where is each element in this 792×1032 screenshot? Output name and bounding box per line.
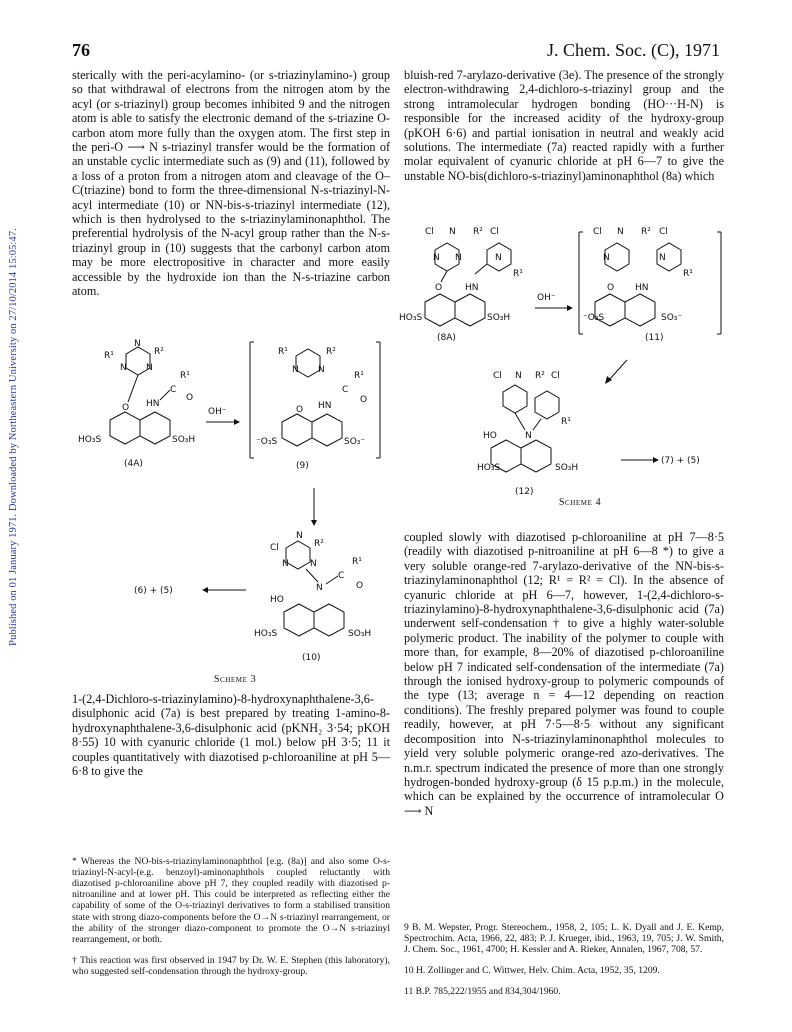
svg-text:⁻O₃S: ⁻O₃S xyxy=(583,313,605,323)
svg-text:O: O xyxy=(360,395,368,405)
svg-text:R²: R² xyxy=(326,347,336,357)
svg-text:SO₃⁻: SO₃⁻ xyxy=(661,313,683,323)
arrow-12-to-products xyxy=(621,456,700,466)
svg-text:N: N xyxy=(455,253,462,263)
scheme-3-drawing xyxy=(74,340,394,670)
page-number: 76 xyxy=(72,40,90,60)
footnotes-left xyxy=(72,846,390,987)
svg-text:HN: HN xyxy=(635,283,649,293)
structure-4a xyxy=(78,339,195,469)
svg-text:HO₃S: HO₃S xyxy=(254,629,278,639)
svg-text:N: N xyxy=(310,559,317,569)
svg-text:C: C xyxy=(338,571,345,581)
arrow-8a-to-11 xyxy=(535,293,573,311)
paragraph: bluish-red 7-arylazo-derivative (3e). The presence of the strongly electron-withdrawing 2,4-dichloro-s-triazinyl group and the strong intramolecular hydrogen bonding (HO···H-N) is responsible for the increased acidity of the hydroxy-group (pKOH 6·6) and partial ionisation in neutral and weakly acid solutions. The intermediate (7a) reacted rapidly with a further molar equivalent of cyanuric chloride at pH 6—7 to give the unstable NO-bis(dichloro-s-triazinyl)aminonaphthol (8a) which xyxy=(404,68,724,183)
svg-text:N: N xyxy=(134,339,141,349)
svg-text:R¹: R¹ xyxy=(352,557,362,567)
svg-text:HO₃S: HO₃S xyxy=(477,463,501,473)
svg-text:C: C xyxy=(170,385,177,395)
svg-text:SO₃H: SO₃H xyxy=(172,435,196,445)
structure-8a xyxy=(399,227,523,343)
svg-text:N: N xyxy=(282,559,289,569)
svg-text:SO₃⁻: SO₃⁻ xyxy=(344,437,366,447)
svg-text:(10): (10) xyxy=(302,653,321,663)
svg-text:O: O xyxy=(356,581,364,591)
svg-text:N: N xyxy=(146,363,153,373)
svg-text:(6) + (5): (6) + (5) xyxy=(134,586,173,596)
svg-text:Cl: Cl xyxy=(490,227,499,237)
paragraph: sterically with the peri-acylamino- (or s-triazinylamino-) group so that withdrawal of electrons from the nitrogen atom by the acyl (or s-triazinyl) group becomes inhibited 9 and the nitrogen atom is able to satisfy the electronic demand of the s-triazine O-carbon atom more fully than the oxygen atom. The first step in the peri-O ⟶ N s-triazinyl transfer would be the formation of an unstable cyclic intermediate such as (9) and (11), followed by a loss of a proton from a nitrogen atom and cleavage of the O–C(triazine) bond to form the three-dimensional N-s-triazinyl-N-acyl intermediate (10) or NN-bis-s-triazinyl intermediate (12), which is then hydrolysed to the s-triazinylaminonaphthol. The preferential hydrolysis of the N-acyl group rather than the N-s-triazinyl group in (10) suggests that the carbonyl carbon atom may be more electropositive in character and more easily accessible by the hydroxide ion than the N-s-triazine carbon atom. xyxy=(72,68,390,299)
svg-text:O: O xyxy=(296,405,304,415)
svg-text:N: N xyxy=(433,253,440,263)
svg-text:HO: HO xyxy=(483,431,497,441)
svg-text:N: N xyxy=(449,227,456,237)
structure-11 xyxy=(579,227,721,343)
svg-text:SO₃H: SO₃H xyxy=(555,463,579,473)
scheme-3-caption: Scheme 3 xyxy=(213,674,257,685)
svg-text:R²: R² xyxy=(535,371,545,381)
svg-text:OH⁻: OH⁻ xyxy=(208,407,227,417)
svg-text:OH⁻: OH⁻ xyxy=(537,293,556,303)
svg-text:O: O xyxy=(122,403,130,413)
svg-text:R²: R² xyxy=(473,227,483,237)
svg-text:(11): (11) xyxy=(645,333,664,343)
left-column-top xyxy=(72,68,390,299)
svg-text:HN: HN xyxy=(465,283,479,293)
right-column-bottom xyxy=(404,530,724,818)
svg-text:HN: HN xyxy=(318,401,332,411)
svg-text:HN: HN xyxy=(146,399,160,409)
svg-text:HO₃S: HO₃S xyxy=(78,435,102,445)
scheme-4-caption: Scheme 4 xyxy=(558,497,602,508)
svg-text:N: N xyxy=(318,365,325,375)
svg-text:N: N xyxy=(603,253,610,263)
structure-12 xyxy=(477,371,578,497)
footnote: * Whereas the NO-bis-s-triazinylaminonaphthol [e.g. (8a)] and also some O-s-triazinyl-N-acyl-(e.g. benzoyl)-aminonaphthols coupled reluctantly with diazotised p-chloroaniline above pH 7, they coupled readily with diazotised p-nitroaniline and at lower pH. This could be interpreted as reflecting either the capability of some of the O-s-triazinyl derivatives to form a stabilised transition state with strong diazo-components before the O→N s-triazinyl rearrangement, or the ability of the stronger diazo-component to promote the O→N s-triazinyl rearrangement, or both. xyxy=(72,855,390,946)
arrow-11-to-12 xyxy=(605,360,627,384)
svg-text:HO₃S: HO₃S xyxy=(399,313,423,323)
footnote: 11 B.P. 785,222/1955 and 834,304/1960. xyxy=(404,985,561,997)
svg-text:Cl: Cl xyxy=(425,227,434,237)
svg-text:N: N xyxy=(617,227,624,237)
svg-text:HO: HO xyxy=(270,595,284,605)
svg-text:R¹: R¹ xyxy=(180,371,190,381)
svg-text:SO₃H: SO₃H xyxy=(348,629,372,639)
svg-text:N: N xyxy=(659,253,666,263)
svg-text:Cl: Cl xyxy=(659,227,668,237)
svg-text:R²: R² xyxy=(314,539,324,549)
svg-text:(8A): (8A) xyxy=(437,333,456,343)
svg-text:R¹: R¹ xyxy=(354,371,364,381)
svg-text:N: N xyxy=(525,431,532,441)
svg-text:R¹: R¹ xyxy=(513,269,523,279)
svg-text:(12): (12) xyxy=(515,487,534,497)
svg-text:O: O xyxy=(186,393,194,403)
structure-10 xyxy=(254,531,371,663)
structure-9 xyxy=(250,342,380,471)
svg-text:R¹: R¹ xyxy=(683,269,693,279)
scheme-4-drawing xyxy=(395,212,735,512)
svg-text:N: N xyxy=(316,583,323,593)
svg-text:N: N xyxy=(292,365,299,375)
arrow-9-to-10 xyxy=(311,488,317,526)
download-watermark: Published on 01 January 1971. Downloaded by Northeastern University on 27/10/2014 15:05:47. xyxy=(8,228,19,646)
footnote: 9 B. M. Wepster, Progr. Stereochem., 1958, 2, 105; L. K. Dyall and J. E. Kemp, Spectrochim. Acta, 1966, 22, 483; P. J. Krueger, ibid., 1963, 19, 705; J. W. Smith, J. Chem. Soc., 1961, 4700; H. Kessler and A. Rieker, Annalen, 1967, 708, 57. xyxy=(404,921,724,955)
svg-text:(7) + (5): (7) + (5) xyxy=(661,456,700,466)
footnote: † This reaction was first observed in 1947 by Dr. W. E. Stephen (this laboratory), who suggested self-condensation through the hydroxy-group. xyxy=(72,954,390,978)
svg-text:Cl: Cl xyxy=(551,371,560,381)
paragraph: coupled slowly with diazotised p-chloroaniline at pH 7—8·5 (readily with diazotised p-nitroaniline at pH 6—8 *) to give a very soluble orange-red 7-arylazo-derivative of the NN-bis-s-triazinylaminonaphthol (12; R¹ = R² = Cl). In the absence of cyanuric chloride at pH 6—7, however, 1-(2,4-dichloro-s-triazinylamino)-8-hydroxynaphthalene-3,6-disulphonic acid (7a) underwent self-condensation † to give a highly water-soluble polymeric product. The inability of the polymer to couple with more than, for example, 8—20% of diazotised p-chloroaniline below pH 7 indicated self-condensation of the intermediate (7a) through the ionised hydroxy-group to polymeric compounds of the type (13; average n = 4—12 depending on reaction conditions). The freshly prepared polymer was found to couple readily, however, at pH 7·5—8·5 without any significant decomposition into N-s-triazinylaminonaphthol molecules to yield very soluble polymeric orange-red azo-derivatives. The n.m.r. spectrum indicated the presence of more than one strongly hydrogen-bonded hydroxy-group (δ 15 p.p.m.) in the molecule, which can be explained by the occurrence of intramolecular O ⟶ N xyxy=(404,530,724,818)
right-column-top xyxy=(404,68,724,183)
svg-text:N: N xyxy=(296,531,303,541)
svg-text:R¹: R¹ xyxy=(561,417,571,427)
arrow-10-to-products xyxy=(134,586,246,596)
svg-text:R²: R² xyxy=(641,227,651,237)
svg-text:O: O xyxy=(607,283,615,293)
left-column-bottom xyxy=(72,692,390,778)
svg-text:O: O xyxy=(435,283,443,293)
paragraph: 1-(2,4-Dichloro-s-triazinylamino)-8-hydroxynaphthalene-3,6-disulphonic acid (7a) is best prepared by treating 1-amino-8-hydroxynaphthalene-3,6-disulphonic acid (pKNH₂ 3·54; pKOH 8·55) 10 with cyanuric chloride (1 mol.) below pH 3·5; 11 it couples quantitatively with diazotised p-chloroaniline at pH 5—6·8 to give the xyxy=(72,692,390,779)
svg-text:N: N xyxy=(495,253,502,263)
svg-text:C: C xyxy=(342,385,349,395)
svg-text:Cl: Cl xyxy=(593,227,602,237)
svg-text:N: N xyxy=(515,371,522,381)
footnote: 10 H. Zollinger and C. Wittwer, Helv. Chim. Acta, 1952, 35, 1209. xyxy=(404,964,660,976)
svg-text:⁻O₃S: ⁻O₃S xyxy=(256,437,278,447)
svg-text:Cl: Cl xyxy=(270,543,279,553)
svg-text:N: N xyxy=(120,363,127,373)
journal-header: J. Chem. Soc. (C), 1971 xyxy=(547,40,720,60)
svg-text:SO₃H: SO₃H xyxy=(487,313,511,323)
svg-text:(9): (9) xyxy=(296,461,309,471)
footnotes-right xyxy=(404,912,724,1006)
svg-text:R¹: R¹ xyxy=(278,347,288,357)
svg-text:Cl: Cl xyxy=(493,371,502,381)
svg-text:(4A): (4A) xyxy=(124,459,143,469)
svg-text:R¹: R¹ xyxy=(104,351,114,361)
arrow-4a-to-9 xyxy=(206,407,240,425)
svg-text:R²: R² xyxy=(154,347,164,357)
